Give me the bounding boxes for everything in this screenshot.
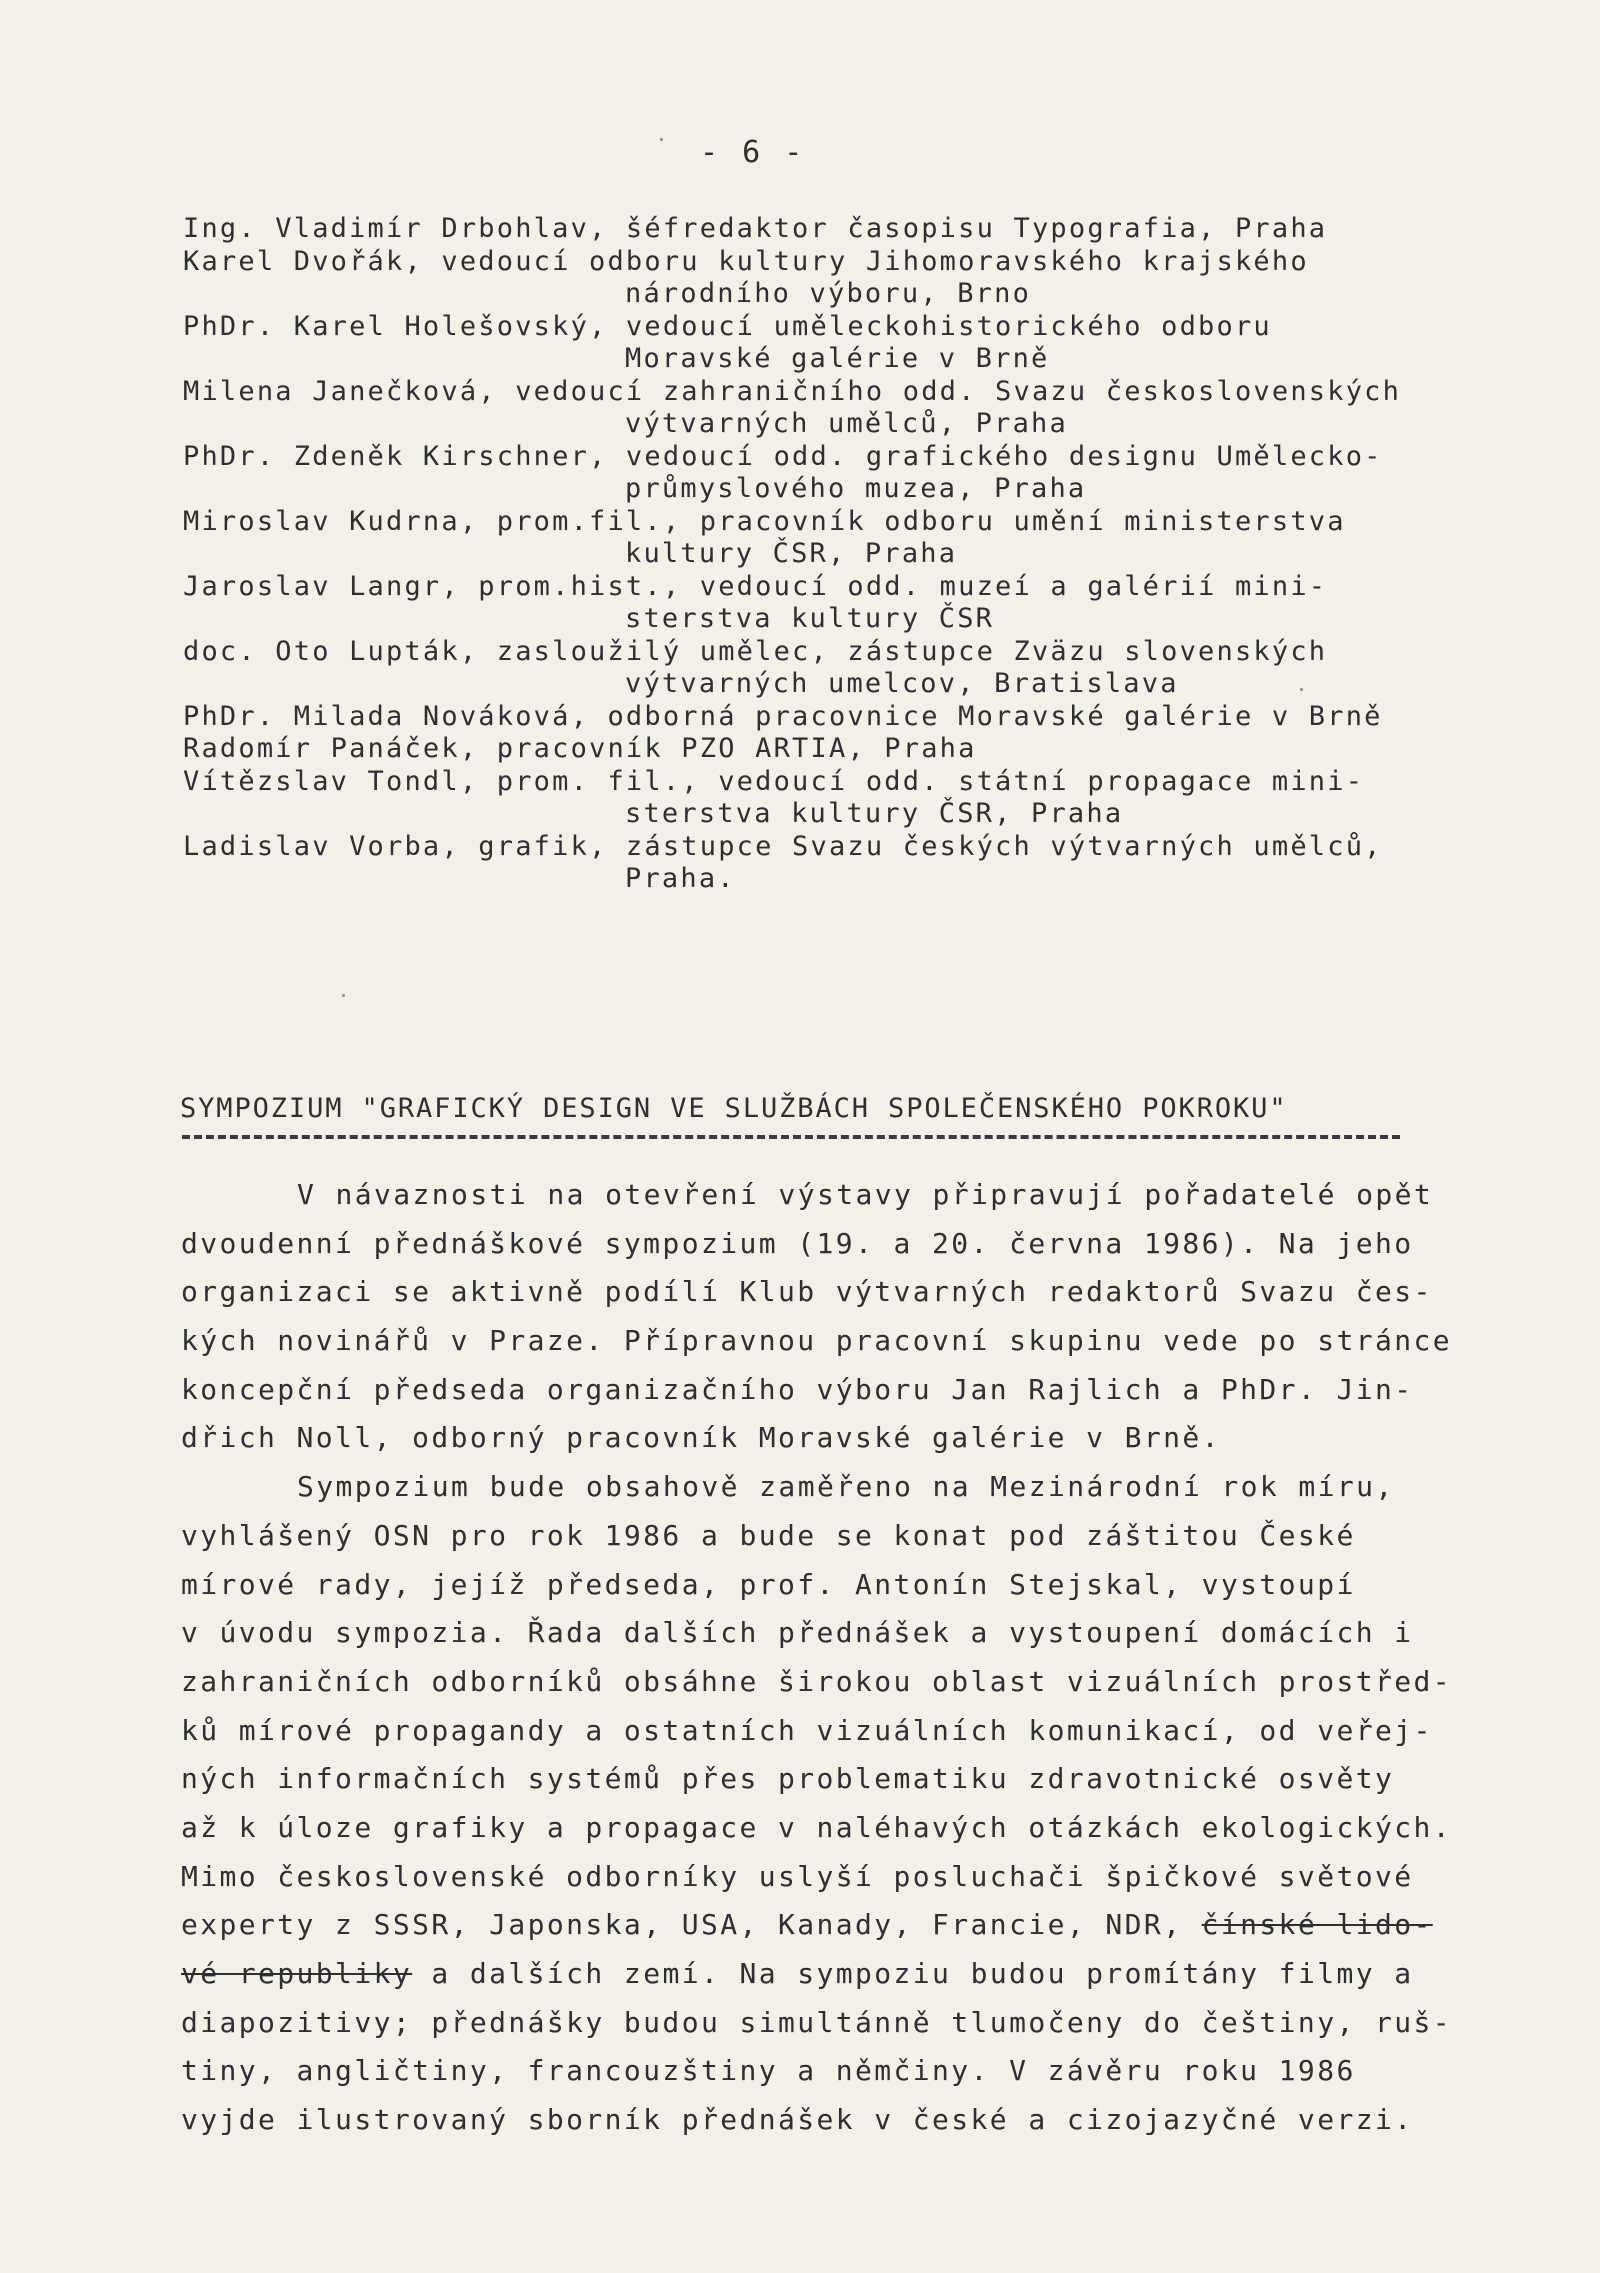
paragraph-1	[181, 1171, 1511, 1463]
entry-line: Radomír Panáček, pracovník PZO ARTIA, Praha	[183, 733, 977, 764]
entry-line: Ladislav Vorba, grafik, zástupce Svazu českých výtvarných umělců,	[183, 830, 1383, 862]
participant-entry	[183, 506, 1513, 571]
entry-line: Miroslav Kudrna, prom.fil., pracovník odboru umění ministerstva	[183, 505, 1346, 537]
text-line: vyhlášený OSN pro rok 1986 a bude se konat pod záštitou České	[181, 1518, 1356, 1552]
participant-list	[183, 213, 1513, 896]
entry-line: výtvarných umelcov, Bratislava	[625, 668, 1179, 699]
entry-line: kultury ČSR, Praha	[625, 538, 958, 569]
participant-entry	[183, 311, 1513, 376]
text-line: vyjde ilustrovaný sborník přednášek v české a cizojazyčné verzi.	[181, 2103, 1414, 2137]
struck-text: čínské lido-	[1201, 1908, 1433, 1942]
participant-entry	[183, 766, 1513, 831]
entry-line: výtvarných umělců, Praha	[625, 408, 1068, 439]
text-line: dřich Noll, odborný pracovník Moravské galérie v Brně.	[181, 1421, 1221, 1455]
section-body	[181, 1171, 1511, 2145]
entry-line: Moravské galérie v Brně	[625, 343, 1050, 374]
entry-line: PhDr. Karel Holešovský, vedoucí uměleckohistorického odboru	[183, 310, 1272, 342]
participant-entry	[183, 733, 1513, 766]
entry-line: Jaroslav Langr, prom.hist., vedoucí odd. muzeí a galérií mini-	[183, 570, 1328, 602]
text-line: ných informačních systémů přes problematiku zdravotnické osvěty	[181, 1762, 1395, 1796]
text-line: organizaci se aktivně podílí Klub výtvarných redaktorů Svazu čes-	[181, 1275, 1433, 1309]
participant-entry	[183, 636, 1513, 701]
entry-line: Milena Janečková, vedoucí zahraničního odd. Svazu československých	[183, 375, 1402, 407]
section-heading: SYMPOZIUM "GRAFICKÝ DESIGN VE SLUŽBÁCH SPOLEČENSKÉHO POKROKU"	[180, 1093, 1288, 1124]
text-line: až k úloze grafiky a propagace v naléhavých otázkách ekologických.	[181, 1810, 1452, 1844]
paragraph-2	[181, 1463, 1511, 2145]
entry-line: Ing. Vladimír Drbohlav, šéfredaktor časopisu Typografia, Praha	[183, 213, 1328, 244]
text-line	[181, 1950, 1511, 1999]
text-line: v úvodu sympozia. Řada dalších přednášek a vystoupení domácích i	[181, 1616, 1414, 1650]
text-line: mírové rady, jejíž předseda, prof. Antonín Stejskal, vystoupí	[181, 1567, 1356, 1601]
text-line: Mimo československé odborníky uslyší posluchači špičkové světové	[181, 1859, 1414, 1893]
entry-line: národního výboru, Brno	[625, 278, 1032, 309]
page-number: - 6 -	[700, 135, 806, 170]
text-line: diapozitivy; přednášky budou simultánně tlumočeny do češtiny, ruš-	[181, 2005, 1452, 2039]
paper-speck	[1300, 688, 1303, 691]
entry-line: Praha.	[625, 863, 736, 894]
entry-line: Vítězslav Tondl, prom. fil., vedoucí odd. státní propagace mini-	[183, 765, 1365, 797]
participant-entry	[183, 213, 1513, 246]
text-line: ků mírové propagandy a ostatních vizuálních komunikací, od veřej-	[181, 1713, 1433, 1747]
entry-line: Karel Dvořák, vedoucí odboru kultury Jihomoravského krajského	[183, 245, 1309, 277]
text-fragment: a dalších zemí. Na sympoziu budou promítány filmy a	[431, 1957, 1414, 1990]
paper-speck	[660, 138, 663, 141]
participant-entry	[183, 571, 1513, 636]
participant-entry	[183, 441, 1513, 506]
participant-entry	[183, 246, 1513, 311]
entry-line: doc. Oto Lupták, zasloužilý umělec, zástupce Zväzu slovenských	[183, 635, 1328, 667]
text-line: kých novinářů v Praze. Přípravnou pracovní skupinu vede po stránce	[181, 1324, 1452, 1358]
entry-line: sterstva kultury ČSR, Praha	[625, 798, 1124, 829]
text-line: tiny, angličtiny, francouzštiny a němčiny. V závěru roku 1986	[181, 2054, 1356, 2088]
text-line: koncepční předseda organizačního výboru Jan Rajlich a PhDr. Jin-	[181, 1372, 1414, 1406]
text-line	[181, 1901, 1511, 1950]
entry-line: průmyslového muzea, Praha	[625, 473, 1087, 504]
heading-underline	[182, 1135, 1400, 1139]
participant-entry	[183, 376, 1513, 441]
entry-line: sterstva kultury ČSR	[625, 603, 995, 634]
text-line: zahraničních odborníků obsáhne širokou oblast vizuálních prostřed-	[181, 1664, 1452, 1698]
text-line: V návaznosti na otevření výstavy připravují pořadatelé opět	[297, 1178, 1434, 1211]
participant-entry	[183, 701, 1513, 734]
entry-line: PhDr. Milada Nováková, odborná pracovnice Moravské galérie v Brně	[183, 700, 1383, 732]
text-line: Sympozium bude obsahově zaměřeno na Mezinárodní rok míru,	[297, 1470, 1395, 1504]
participant-entry	[183, 831, 1513, 896]
entry-line: PhDr. Zdeněk Kirschner, vedoucí odd. grafického designu Umělecko-	[183, 440, 1383, 472]
struck-text: vé republiky	[181, 1957, 413, 1990]
paper-speck	[342, 994, 345, 997]
text-fragment: experty z SSSR, Japonska, USA, Kanady, Francie, NDR,	[181, 1908, 1183, 1942]
text-line: dvoudenní přednáškové sympozium (19. a 20. června 1986). Na jeho	[181, 1226, 1414, 1260]
